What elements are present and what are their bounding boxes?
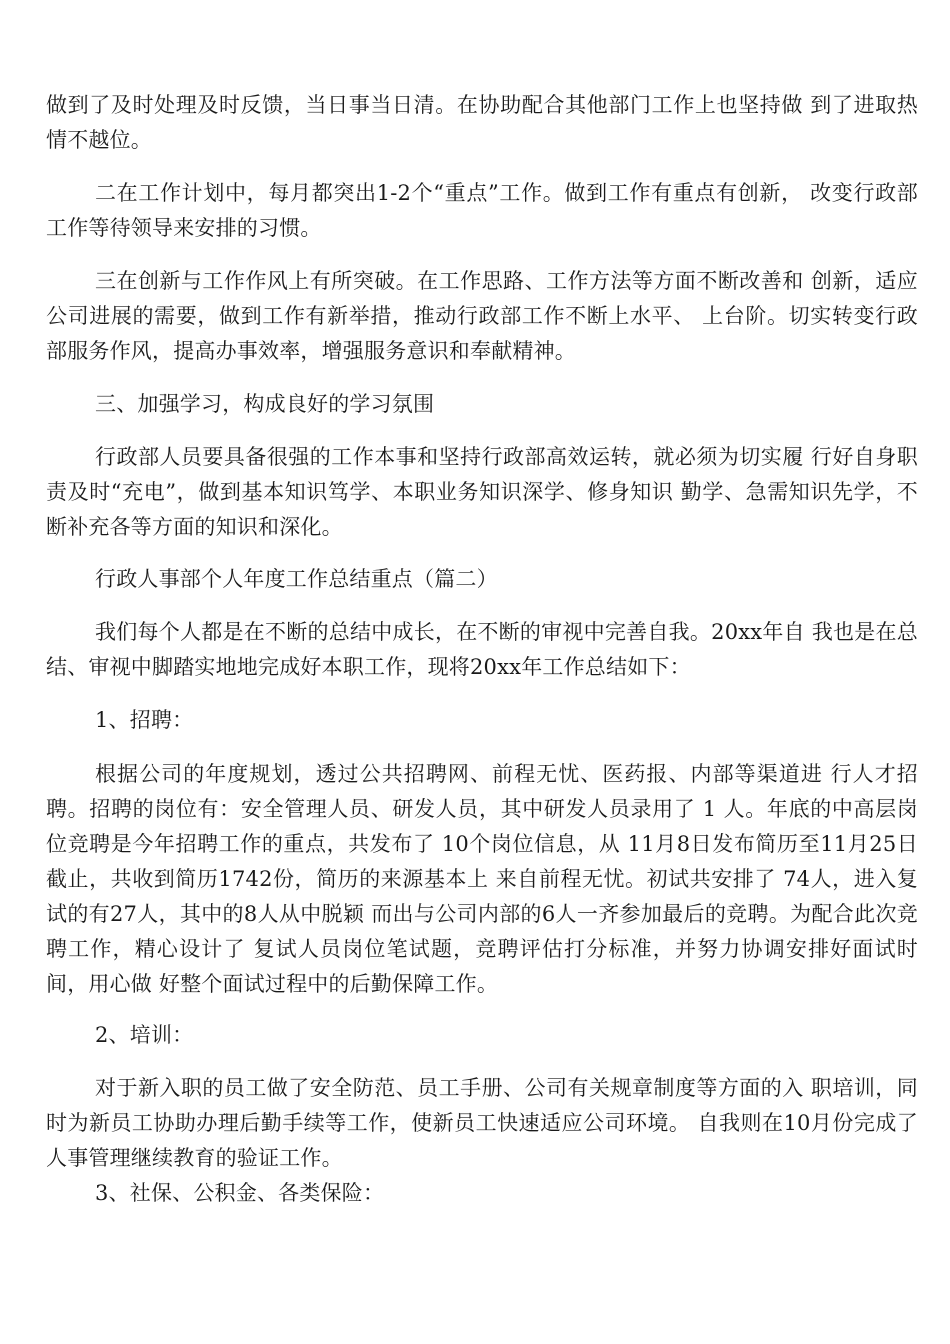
paragraph-intro: 我们每个人都是在不断的总结中成长，在不断的审视中完善自我。20xx年自 我也是在总结、审视中脚踏实地地完成好本职工作，现将20xx年工作总结如下： [46,620,918,679]
paragraph-point-two: 二在工作计划中，每月都突出1-2个“重点”工作。做到工作有重点有创新， 改变行政部工作等待领导来安排的习惯。 [46,181,918,240]
section-heading-learning: 三、加强学习，构成良好的学习氛围 [95,392,435,416]
section-heading-training: 2、培训： [95,1023,194,1047]
section-title-part-two: 行政人事部个人年度工作总结重点（篇二） [95,567,498,591]
paragraph-point-three: 三在创新与工作作风上有所突破。在工作思路、工作方法等方面不断改善和 创新，适应公司进展的需要，做到工作有新举措，推动行政部工作不断上水平、 上台阶。切实转变行政部服务作风，提高办事效率，增强服务意识和奉献精神。 [46,269,918,363]
paragraph-training: 对于新入职的员工做了安全防范、员工手册、公司有关规章制度等方面的入 职培训，同时为新员工协助办理后勤手续等工作，使新员工快速适应公司环境。 自我则在10月份完成了人事管理继续教育的验证工作。 [46,1076,918,1170]
paragraph-learning: 行政部人员要具备很强的工作本事和坚持行政部高效运转，就必须为切实履 行好自身职责及时“充电”，做到基本知识笃学、本职业务知识深学、修身知识 勤学、急需知识先学，不断补充各等方面的知识和深化。 [46,445,918,539]
paragraph-continuation: 做到了及时处理及时反馈，当日事当日清。在协助配合其他部门工作上也坚持做 到了进取热情不越位。 [46,93,918,152]
section-heading-insurance: 3、社保、公积金、各类保险： [95,1181,385,1205]
paragraph-recruitment: 根据公司的年度规划，透过公共招聘网、前程无忧、医药报、内部等渠道进 行人才招聘。招聘的岗位有：安全管理人员、研发人员，其中研发人员录用了 1 人。年底的中高层岗位竞聘是今年招聘工作的重点，共发布了 10个岗位信息，从 11月8日发布简历至11月25日截止，共收到简历1742份，简历的来源基本上 来自前程无忧。初试共安排了 74人，进入复试的有27人，其中的8人从中脱颖 而出与公司内部的6人一齐参加最后的竞聘。为配合此次竞聘工作，精心设计了 复试人员岗位笔试题，竞聘评估打分标准，并努力协调安排好面试时间，用心做 好整个面试过程中的后勤保障工作。 [46,762,918,996]
section-heading-recruitment: 1、招聘： [95,708,194,732]
